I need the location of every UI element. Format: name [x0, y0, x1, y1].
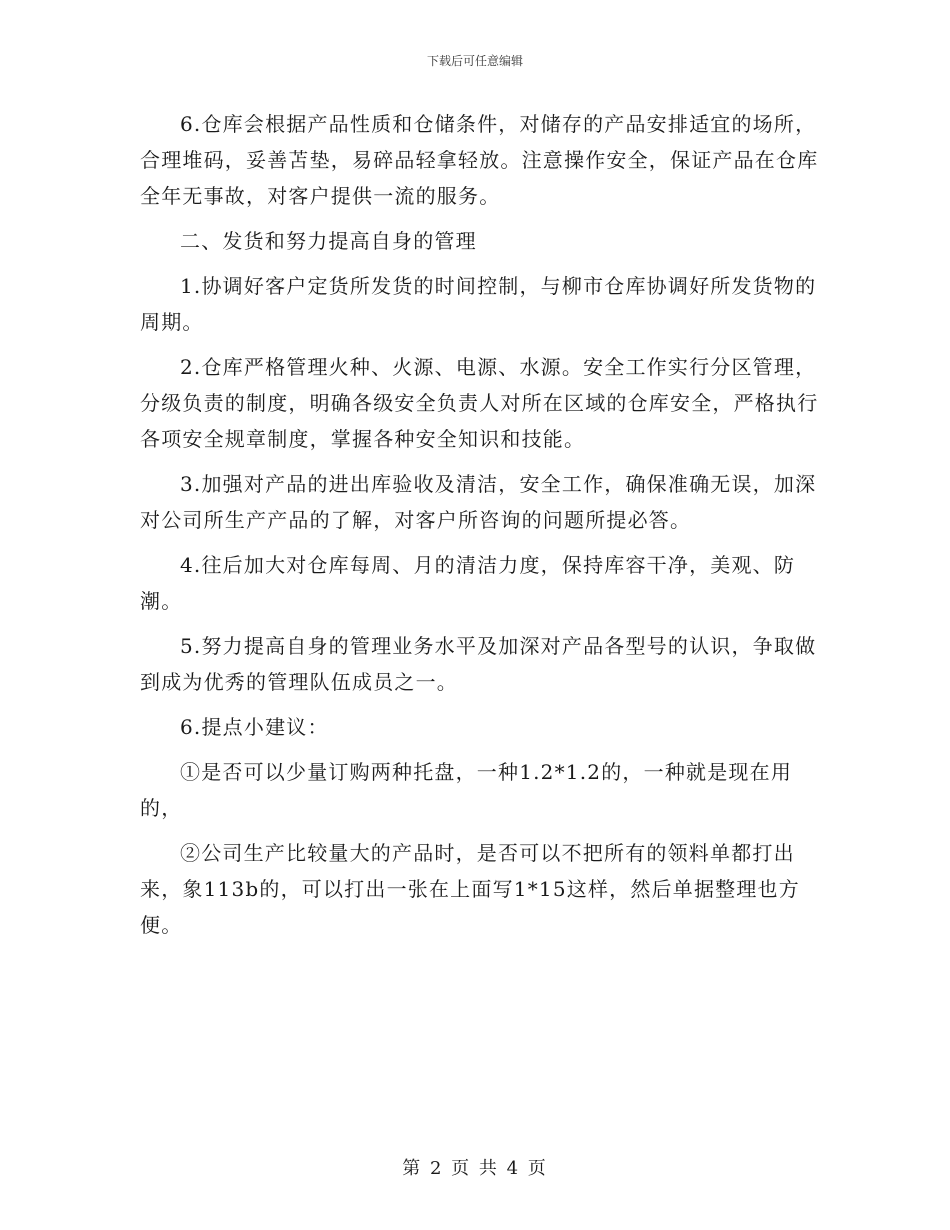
page-header: 下载后可任意编辑: [426, 54, 523, 68]
page-footer: 第 2 页 共 4 页: [402, 1158, 548, 1179]
section-heading: 二、发货和努力提高自身的管理: [180, 229, 477, 253]
paragraph: 3.加强对产品的进出库验收及清洁，安全工作，确保准确无误，加深对公司所生产产品的了解，对客户所咨询的问题所提必答。: [140, 472, 817, 532]
paragraph: 5.努力提高自身的管理业务水平及加深对产品各型号的认识，争取做到成为优秀的管理队伍成员之一。: [140, 634, 817, 694]
paragraph: 6.仓库会根据产品性质和仓储条件，对储存的产品安排适宜的场所，合理堆码，妥善苫垫，易碎品轻拿轻放。注意操作安全，保证产品在仓库全年无事故，对客户提供一流的服务。: [140, 112, 819, 208]
paragraph: ②公司生产比较量大的产品时，是否可以不把所有的领料单都打出来，象113b的，可以打出一张在上面写1*15这样，然后单据整理也方便。: [140, 841, 800, 937]
paragraph: 1.协调好客户定货所发货的时间控制，与柳市仓库协调好所发货物的周期。: [140, 274, 817, 334]
document-body: [140, 106, 820, 952]
paragraph: ①是否可以少量订购两种托盘，一种1.2*1.2的，一种就是现在用的，: [140, 760, 793, 820]
paragraph: 2.仓库严格管理火种、火源、电源、水源。安全工作实行分区管理，分级负责的制度，明确各级安全负责人对所在区域的仓库安全，严格执行各项安全规章制度，掌握各种安全知识和技能。: [140, 355, 819, 451]
paragraph: 4.往后加大对仓库每周、月的清洁力度，保持库容干净，美观、防潮。: [140, 553, 796, 613]
paragraph: 6.提点小建议：: [180, 715, 329, 739]
